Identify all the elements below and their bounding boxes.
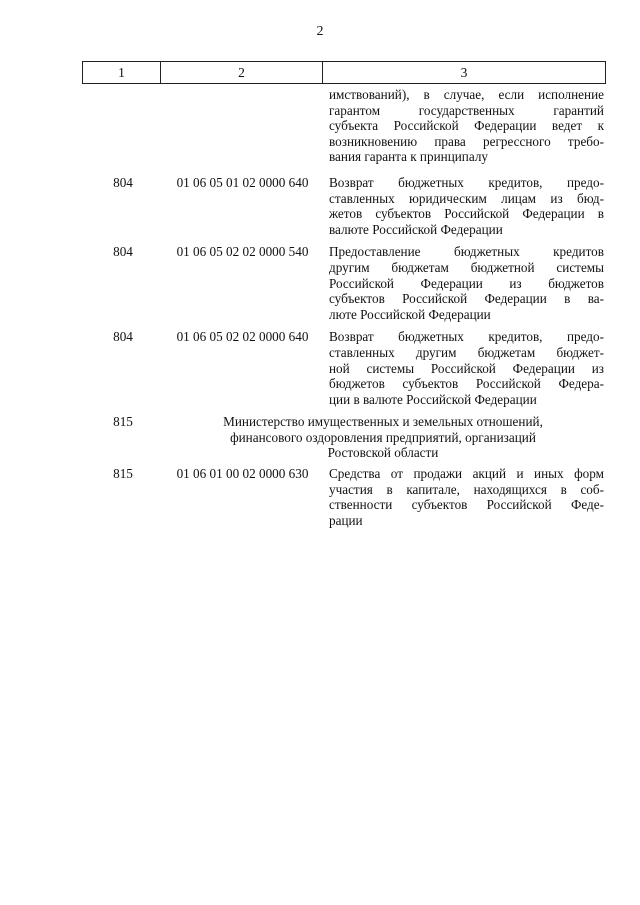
table-row bbox=[82, 466, 606, 528]
column-header-2: 2 bbox=[161, 62, 323, 83]
admin-code-cell: 804 bbox=[113, 244, 133, 260]
administrator-name-line: Ростовской области bbox=[327, 445, 439, 461]
description-line: рации bbox=[329, 512, 363, 528]
description-line: валюте Российской Федерации bbox=[329, 221, 503, 237]
classification-code-cell: 01 06 05 02 02 0000 540 bbox=[176, 244, 309, 260]
description-line: Средства от продажи акций и иных форм bbox=[329, 466, 604, 482]
table-body bbox=[82, 87, 606, 528]
table-header-row bbox=[82, 61, 606, 84]
description-line: другим бюджетам бюджетной системы bbox=[329, 259, 604, 275]
classification-code-cell: 01 06 05 02 02 0000 640 bbox=[176, 329, 309, 345]
description-line: гарантом государственных гарантий bbox=[329, 102, 604, 118]
description-line: жетов субъектов Российской Федерации в bbox=[329, 206, 604, 222]
column-header-3: 3 bbox=[460, 64, 468, 80]
description-line: ставленных юридическим лицам из бюд- bbox=[329, 190, 604, 206]
table-row bbox=[82, 244, 606, 322]
description-cell bbox=[322, 87, 606, 165]
classification-code-cell: 01 06 01 00 02 0000 630 bbox=[176, 466, 309, 482]
description-line: ставленных другим бюджетам бюджет- bbox=[329, 344, 604, 360]
description-line: участия в капитале, находящихся в соб- bbox=[329, 481, 604, 497]
description-cell bbox=[322, 175, 606, 237]
description-line: субъекта Российской Федерации ведет к bbox=[329, 118, 604, 134]
description-line: Возврат бюджетных кредитов, предо- bbox=[329, 329, 604, 345]
administrator-name-line: финансового оздоровления предприятий, организаций bbox=[230, 429, 536, 445]
table-row bbox=[82, 414, 606, 461]
column-header-1: 1 bbox=[83, 62, 161, 83]
description-line: Возврат бюджетных кредитов, предо- bbox=[329, 174, 604, 190]
table-row bbox=[82, 175, 606, 237]
admin-code-cell: 815 bbox=[113, 466, 133, 482]
description-line: Российской Федерации из бюджетов bbox=[329, 275, 604, 291]
description-line: ции в валюте Российской Федерации bbox=[329, 391, 537, 407]
classification-code-cell: 01 06 05 01 02 0000 640 bbox=[176, 174, 309, 190]
description-line: бюджетов субъектов Российской Федера- bbox=[329, 376, 604, 392]
description-line: субъектов Российской Федерации в ва- bbox=[329, 291, 604, 307]
description-line: имствований), в случае, если исполнение bbox=[329, 87, 604, 102]
administrator-name-cell bbox=[160, 414, 606, 461]
budget-codes-table bbox=[82, 61, 606, 528]
description-cell bbox=[322, 329, 606, 407]
description-line: ственности субъектов Российской Феде- bbox=[329, 497, 604, 513]
administrator-name-line: Министерство имущественных и земельных отношений, bbox=[223, 414, 543, 430]
page-number: 2 bbox=[316, 24, 324, 39]
table-row bbox=[82, 329, 606, 407]
description-line: люте Российской Федерации bbox=[329, 306, 491, 322]
description-line: ной системы Российской Федерации из bbox=[329, 360, 604, 376]
description-line: Предоставление бюджетных кредитов bbox=[329, 244, 604, 260]
description-cell bbox=[322, 244, 606, 322]
admin-code-cell: 815 bbox=[113, 414, 133, 430]
admin-code-cell: 804 bbox=[113, 174, 133, 190]
description-cell bbox=[322, 466, 606, 528]
admin-code-cell: 804 bbox=[113, 329, 133, 345]
description-line: возникновению права регрессного требо- bbox=[329, 133, 604, 149]
description-line: вания гаранта к принципалу bbox=[329, 149, 489, 165]
table-row-continuation bbox=[82, 87, 606, 165]
